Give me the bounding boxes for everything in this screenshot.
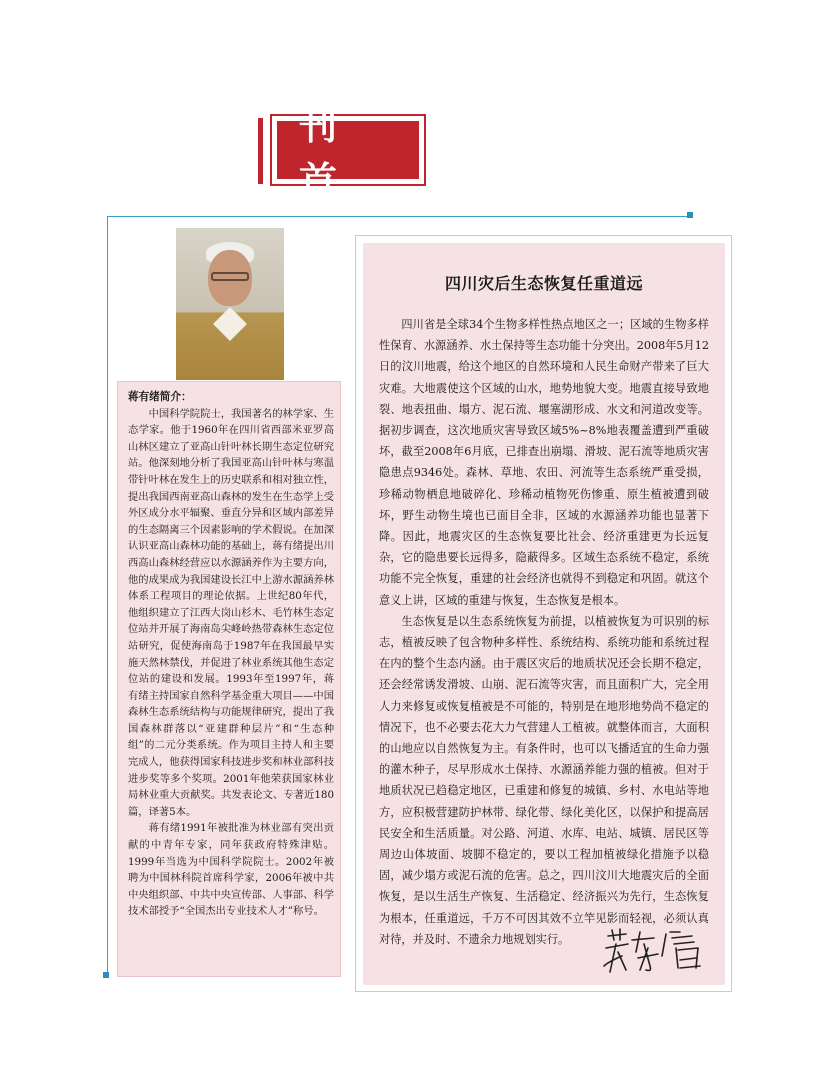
- article-title: 四川灾后生态恢复任重道远: [444, 274, 643, 293]
- frame-line-top: [107, 216, 692, 217]
- section-title: 刊首: [277, 121, 419, 179]
- bio-paragraph: 蒋有绪1991年被批准为林业部有突出贡献的中青年专家，同年获政府特殊津贴。1999年当选为中国科学院院士。2002年被聘为中国林科院首席科学家，2006年被中共中央组织部、中共中央宣传部、人事部、科学技术部授予“全国杰出专业技术人才”称号。: [128, 822, 334, 918]
- author-bio-panel: [117, 381, 341, 977]
- author-portrait: [176, 228, 284, 380]
- article-paragraph: 生态恢复是以生态系统恢复为前提，以植被恢复为可识别的标志，植被反映了包含物种多样性、系统结构、系统功能和系统过程在内的整个生态内涵。由于震区灾后的地质状况还会长期不稳定，还会经常诱发滑坡、山崩、泥石流等灾害，而且面积广大，完全用人力来修复或恢复植被是不可能的，特别是在地形地势尚不稳定的情况下，也不必要去花大力气营建人工植被。就整体而言，大面积的山地应以自然恢复为主。有条件时，也可以飞播适宜的生命力强的灌木种子，尽早形成水土保持、水源涵养能力强的植被。但对于地质状况已趋稳定地区，已重建和修复的城镇、乡村、水电站等地方，应积极营建防护林带、绿化带、绿化美化区，以保护和提高居民安全和生活质量。对公路、河道、水库、电站、城镇、居民区等周边山体坡面、坡脚不稳定的，要以工程加植被绿化措施予以稳固，减少塌方或泥石流的危害。总之，四川汶川大地震灾后的全面恢复，是以生活生产恢复、生活稳定、经济振兴为先行，生态恢复为根本，任重道远，千万不可因其效不立竿见影而轻视，必须认真对待，并及时、不遗余力地规划实行。: [379, 614, 709, 946]
- article-paragraph: 四川省是全球34个生物多样性热点地区之一；区域的生物多样性保育、水源涵养、水土保持等生态功能十分突出。2008年5月12日的汶川地震，给这个地区的自然环境和人民生命财产带来了巨大灾难。大地震使这个区域的山水，地势地貌大变。地震直接导致地裂、地表扭曲、塌方、泥石流、堰塞湖形成、水文和河道改变等。据初步调查，这次地质灾害导致区域5%~8%地表覆盖遭到严重破坏，截至2008年6月底，已排查出崩塌、滑坡、泥石流等地质灾害隐患点9346处。森林、草地、农田、河流等生态系统严重受损，珍稀动物栖息地破碎化、珍稀动植物死伤惨重、原生植被遭到破坏，野生动物生境也已面目全非，区域的水源涵养功能也显著下降。因此，地震灾区的生态恢复要比社会、经济重建更为长远复杂，它的隐患要长远得多，隐蔽得多。区域生态系统不稳定，系统功能不完全恢复，重建的社会经济也就得不到稳定和巩固。就这个意义上讲，区域的重建与恢复，生态恢复是根本。: [379, 318, 709, 607]
- portrait-collar: [213, 307, 247, 341]
- article-panel: [363, 243, 725, 985]
- bio-title: 蒋有绪简介：: [128, 391, 192, 403]
- frame-corner-marker: [103, 972, 109, 978]
- section-title-box: [270, 104, 426, 203]
- bio-paragraph: 中国科学院院士，我国著名的林学家、生态学家。他于1960年在四川省西部米亚罗高山林区建立了亚高山针叶林长期生态定位研究站。他深刻地分析了我国亚高山针叶林与寒温带针叶林在发生上的历史联系和相对独立性，提出我国西南亚高山森林的发生在生态学上受外区成分水平辐聚、垂直分异和区域内部差异的生态隔离三个因素影响的学术假说。在加深认识亚高山森林功能的基础上，蒋有绪提出川西高山森林经营应以水源涵养作为主要方向，他的成果成为我国建设长江中上游水源涵养林体系工程项目的理论依据。上世纪80年代，他组织建立了江西大岗山杉木、毛竹林生态定位站并开展了海南岛尖峰岭热带森林生态定位站研究，促使海南岛于1987年在我国最早实施天然林禁伐，并促进了林业系统其他生态定位站的建设和发展。1993年至1997年，蒋有绪主持国家自然科学基金重大项目——中国森林生态系统结构与功能规律研究，提出了我国森林群落以“亚建群种层片”和“生态种组”的二元分类系统。作为项目主持人和主要完成人，他获得国家科技进步奖和林业部科技进步奖等多个奖项。2001年他荣获国家林业局林业重大贡献奖。共发表论文、专著近180篇，译著5本。: [128, 407, 334, 818]
- frame-corner-marker: [687, 212, 693, 218]
- portrait-glasses: [211, 272, 249, 281]
- author-signature: [600, 926, 710, 978]
- frame-line-left: [107, 216, 108, 976]
- title-accent-bar: [258, 118, 263, 184]
